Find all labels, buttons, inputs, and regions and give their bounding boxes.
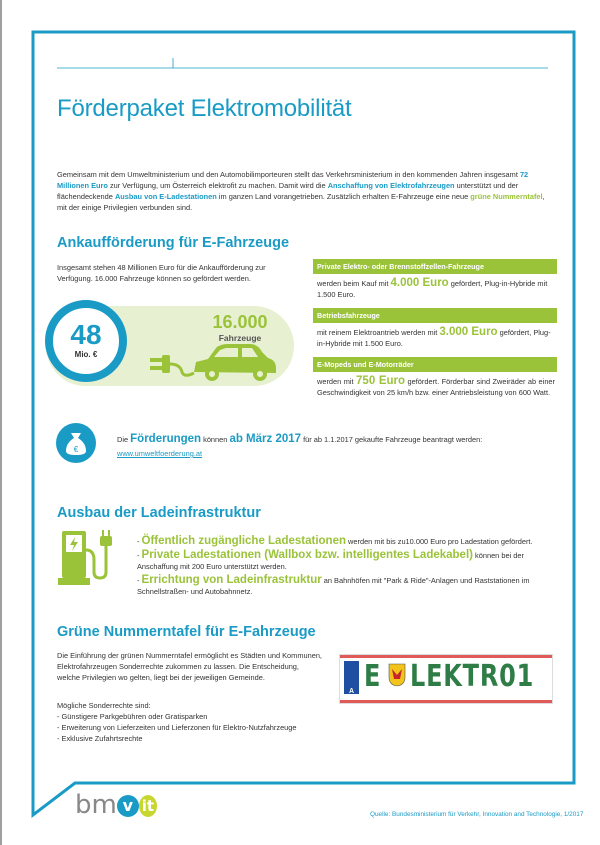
purchase-heading: Ankaufförderung für E-Fahrzeuge: [57, 235, 290, 251]
umweltfoerderung-link[interactable]: www.umweltfoerderung.at: [117, 449, 203, 458]
category-private: Private Elektro- oder Brennstoffzellen-Fahrzeuge werden beim Kauf mit 4.000 Euro gefördert, Plug-in-Hybride mit 1.500 Euro.: [313, 259, 555, 300]
plate-text: Die Einführung der grünen Nummerntafel ermöglicht es Städten und Kommunen, Elektrofahrzeugen Sonderrechte zukommen zu lassen. Die Entscheidung, welche Privilegien wo gelten, liegt bei der jeweiligen Gemeinde.: [57, 651, 322, 682]
category-mopeds: E-Mopeds und E-Motorräder werden mit 750 Euro gefördert. Förderbar sind Zweiräder ab einer Geschwindigkeit von 25 km/h bzw. einer Antriebsleistung von 600 Watt.: [313, 357, 555, 398]
category-title: Private Elektro- oder Brennstoffzellen-Fahrzeuge: [313, 259, 557, 274]
privileges-title: Mögliche Sonderrechte sind:: [57, 701, 151, 710]
source-note: Quelle: Bundesministerium für Verkehr, Innovation and Technologie, 1/2017: [370, 811, 584, 818]
privilege-item: - Erweiterung von Lieferzeiten und Lieferzonen für Elektro-Nutzfahrzeuge: [57, 723, 297, 732]
amount-circle: [45, 300, 127, 382]
charging-item: - Errichtung von Ladeinfrastruktur an Bahnhöfen mit "Park & Ride"-Anlagen und Raststationen im Schnellstraßen- und Autobahnnetz.: [137, 574, 530, 596]
charging-heading: Ausbau der Ladeinfrastruktur: [57, 505, 261, 521]
vehicles-label: Fahrzeuge: [218, 333, 262, 343]
apply-text: Die Förderungen können ab März 2017 für ab 1.1.2017 gekaufte Fahrzeuge beantragt werden:: [117, 433, 483, 445]
privilege-item: - Günstigere Parkgebühren oder Gratisparken: [57, 712, 208, 721]
charging-item: - Öffentlich zugängliche Ladestationen werden mit bis zu10.000 Euro pro Ladestation gefördert.: [137, 535, 533, 547]
charging-station-icon: [58, 528, 118, 586]
vehicles-count: 16.000: [212, 312, 268, 332]
category-business: Betriebsfahrzeuge mit reinem Elektroantrieb werden mit 3.000 Euro gefördert, Plug-in-Hybride mit 1.500 Euro.: [313, 308, 555, 349]
plate-heading: Grüne Nummerntafel für E-Fahrzeuge: [57, 624, 316, 640]
charging-item: - Private Ladestationen (Wallbox bzw. intelligentes Ladekabel) können bei der Anschaffung mit 200 Euro unterstützt werden.: [137, 549, 524, 571]
page-title: Förderpaket Elektromobilität: [57, 95, 352, 122]
electric-car-icon: [150, 340, 285, 385]
plate-letter: E: [364, 659, 382, 694]
svg-text:€: €: [73, 445, 79, 454]
intro-paragraph: Gemeinsam mit dem Umweltministerium und den Automobilimporteuren stellt das Verkehrsministerium in den kommenden Jahren insgesamt 72 Millionen Euro zur Verfügung, um Österreich elektrofit zu machen. Damit wird die Anschaffung von Elektrofahrzeugen unterstützt und der flächendeckende Ausbau von E-Ladestationen im ganzen Land vorangetrieben. Zusätzlich erhalten E-Fahrzeuge eine neue grüne Nummerntafel, mit der einige Privilegien verbunden sind.: [57, 170, 545, 212]
category-title: E-Mopeds und E-Motorräder: [313, 357, 557, 372]
license-plate: [340, 655, 552, 703]
privilege-item: - Exklusive Zufahrtsrechte: [57, 734, 143, 743]
category-title: Betriebsfahrzeuge: [313, 308, 557, 323]
page-edge: [0, 0, 2, 845]
country-code: A: [348, 688, 355, 695]
bmvit-logo: bm v it: [75, 790, 157, 820]
charging-list: [137, 536, 557, 597]
plate-number: LEKTR01: [410, 659, 535, 694]
amount-unit: Mio. €: [74, 350, 98, 359]
coat-of-arms-icon: [388, 663, 406, 687]
purchase-text: Insgesamt stehen 48 Millionen Euro für die Ankaufförderung zur Verfügung. 16.000 Fahrzeuge können so gefördert werden.: [57, 263, 266, 283]
category-list: [313, 259, 555, 398]
privileges-list: [57, 700, 357, 744]
amount-value: 48: [70, 319, 102, 350]
money-bag-icon: [56, 423, 96, 463]
